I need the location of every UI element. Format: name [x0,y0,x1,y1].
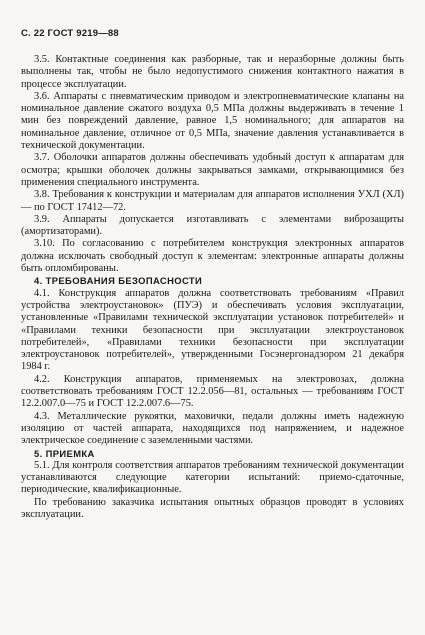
paragraph-3-9: 3.9. Аппараты допускается изготавливать с элементами виброзащиты (амортизаторами). [21,213,404,238]
section-5-title: 5. ПРИЕМКА [34,447,95,459]
document-body [21,54,404,521]
paragraph-5-1: 5.1. Для контроля соответствия аппаратов требованиям технической документации устанавливаются следующие категории испытаний: приемо-сдаточные, периодические, квалификационные. [21,459,404,496]
paragraph-3-7: 3.7. Оболочки аппаратов должны обеспечивать удобный доступ к аппаратам для осмотра; крышки оболочек должны закрываться замками, открывающимися без применения специального инструмента. [21,152,404,188]
paragraph-3-6: 3.6. Аппараты с пневматическим приводом и электропневматические клапаны на номинальное давление сжатого воздуха 0,5 МПа должны выдерживать в течение 1 мин без повреждений давление, равное 1,5 номинального; для аппаратов на номинальное давление, отличное от 0,5 МПа, значение давления устанавливается в технической документации. [21,90,404,152]
paragraph-3-8: 3.8. Требования к конструкции и материалам для аппаратов исполнения УХЛ (ХЛ) — по ГОСТ 17412—72. [21,189,404,213]
paragraph-3-5: 3.5. Контактные соединения как разборные, так и неразборные должны быть выполнены так, чтобы не было недопустимого снижения контактного нажатия в процессе эксплуатации. [21,54,404,90]
paragraph-3-10: 3.10. По согласованию с потребителем конструкция электронных аппаратов должна исключать свободный доступ к элементам: электронные аппараты должны быть опломбированы. [21,238,404,275]
paragraph-4-3: 4.3. Металлические рукоятки, маховички, педали должны иметь надежную изоляцию от частей аппарата, находящихся под напряжением, и надежное электрическое соединение с заземленными частями. [21,410,404,447]
paragraph-5-note: По требованию заказчика испытания опытных образцов проводят в условиях эксплуатации. [21,496,404,520]
paragraph-4-2: 4.2. Конструкция аппаратов, применяемых на электровозах, должна соответствовать требованиям ГОСТ 12.2.056—81, остальных — требованиям ГОСТ 12.2.007.0—75 и ГОСТ 12.2.007.6—75. [21,373,404,410]
page-header: С. 22 ГОСТ 9219—88 [21,28,119,39]
paragraph-4-1: 4.1. Конструкция аппаратов должна соответствовать требованиям «Правил устройства электроустановок» (ПУЭ) и обеспечивать условия эксплуатации, установленные «Правилами технической эксплуатации установок потребителей» и «Правилами техники безопасности при эксплуатации электроустановок потребителей», «Правилами техники безопасности при эксплуатации электроустановок потребителей», утвержденными Госэнергонадзором 21 декабря 1984 г. [21,287,404,373]
section-4-title: 4. ТРЕБОВАНИЯ БЕЗОПАСНОСТИ [34,275,203,287]
